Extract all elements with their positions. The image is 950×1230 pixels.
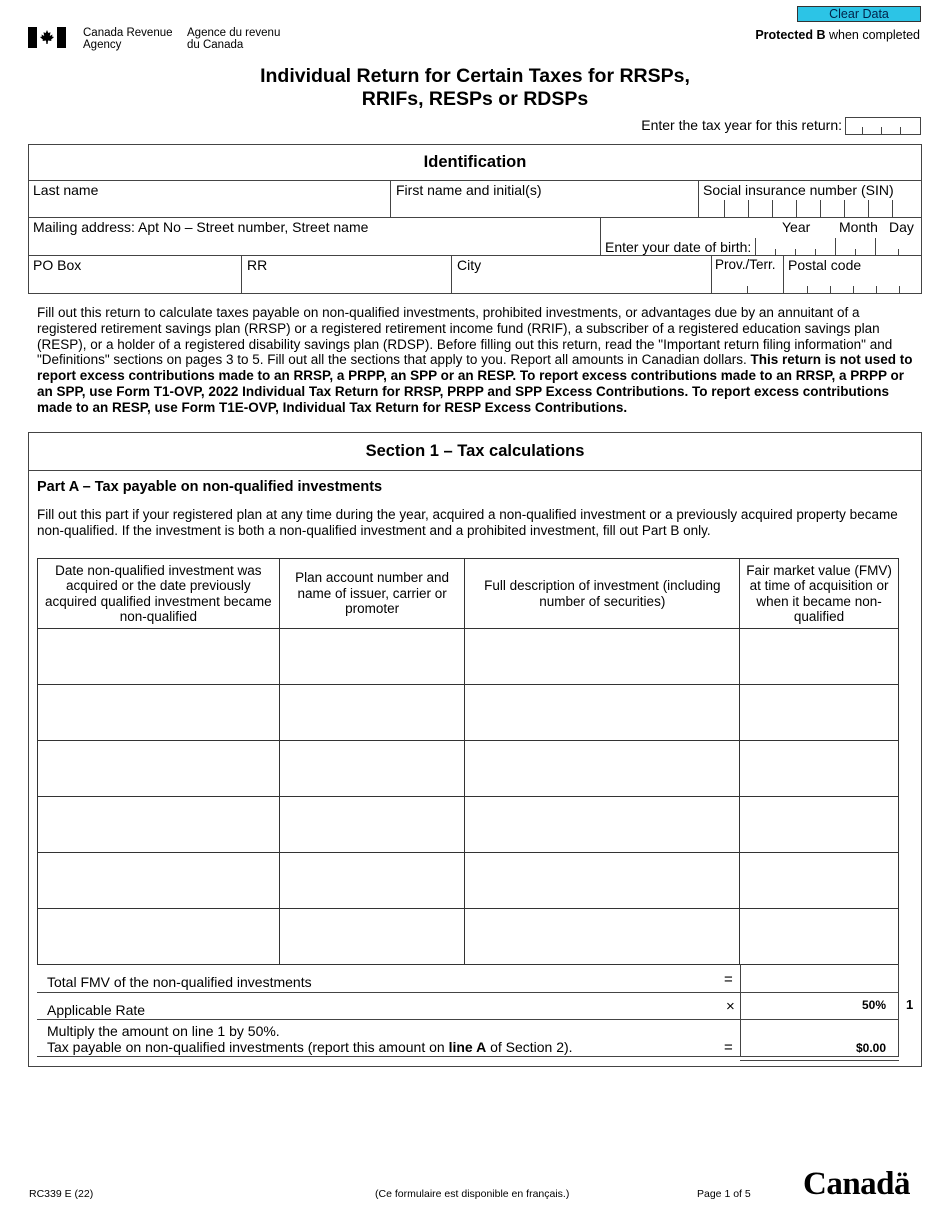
mailing-address-input[interactable]: [29, 236, 599, 254]
agency-name-fr: [187, 27, 280, 51]
table-row: [38, 909, 899, 965]
tax-year-input[interactable]: [845, 117, 921, 135]
column-header-plan-account: Plan account number and name of issuer, carrier or promoter: [279, 559, 465, 629]
postal-code-label: Postal code: [788, 257, 862, 273]
last-name-label: Last name: [33, 182, 99, 198]
line-number-1: 1: [906, 997, 914, 1012]
sin-label: Social insurance number (SIN): [703, 182, 894, 198]
province-label: Prov./Terr.: [715, 257, 776, 272]
po-box-input[interactable]: [29, 274, 240, 293]
description-input[interactable]: [465, 685, 740, 741]
city-label: City: [457, 257, 482, 273]
description-input[interactable]: [465, 853, 740, 909]
multiply-text-c: of Section 2).: [486, 1039, 573, 1055]
description-input[interactable]: [465, 741, 740, 797]
first-name-input[interactable]: [391, 198, 697, 216]
intro-paragraph: Fill out this return to calculate taxes payable on non-qualified investments, prohibited investments, or advantages due by an annuitant of a registered retirement savings plan (RRSP) or a registered retirement income fund (RRIF), a subscriber of a registered education savings plan (RESP), or a holder of a registered disability savings plan (RDSP). Before filling out this return, read the "Important return filing information" and "Definitions" sections on pages 3 to 5. Fill out all the sections that apply to you. Report all amounts in Canadian dollars.: [37, 305, 893, 368]
plan-account-input[interactable]: [279, 741, 465, 797]
postal-code-input[interactable]: [784, 274, 921, 293]
french-availability-note: (Ce formulaire est disponible en français.): [375, 1188, 570, 1200]
plan-account-input[interactable]: [279, 685, 465, 741]
mailing-address-label: Mailing address: Apt No – Street number, Street name: [33, 219, 369, 235]
fmv-input[interactable]: [740, 909, 899, 965]
agency-fr-line2: du Canada: [187, 39, 244, 51]
plan-account-input[interactable]: [279, 853, 465, 909]
fmv-input[interactable]: [740, 853, 899, 909]
po-box-label: PO Box: [33, 257, 82, 273]
applicable-rate-label: Applicable Rate: [47, 1002, 146, 1018]
description-input[interactable]: [465, 909, 740, 965]
tax-year-label: Enter the tax year for this return:: [641, 117, 842, 133]
intro-warning: This return is not used to report excess contributions made to an RRSP, a PRPP, an SPP or an RESP. To report excess contributions made to an RRSP, a PRPP or an SPP, use Form T1-OVP, 2022 Individual Tax Return for RRSP, PRPP and SPP Excess Contributions. To report excess contributions made to an RESP, use Form T1E-OVP, Individual Tax Return for RESP Excess Contributions.: [37, 352, 913, 415]
plan-account-input[interactable]: [279, 629, 465, 685]
part-a-heading: Part A – Tax payable on non-qualified investments: [37, 479, 383, 495]
multiply-text-a: Tax payable on non-qualified investments (report this amount on: [47, 1039, 449, 1055]
total-fmv-label: Total FMV of the non-qualified investments: [47, 974, 312, 990]
day-label: Day: [889, 219, 914, 235]
protected-label: Protected B: [755, 28, 826, 42]
agency-fr-line1: Agence du revenu: [187, 27, 281, 39]
rr-label: RR: [247, 257, 268, 273]
tax-payable-amount: $0.00: [855, 1041, 886, 1055]
date-input[interactable]: [38, 741, 280, 797]
fmv-input[interactable]: [740, 797, 899, 853]
canada-flag-icon: [28, 27, 66, 48]
page-number: Page 1 of 5: [697, 1188, 751, 1200]
table-row: [38, 741, 899, 797]
fmv-input[interactable]: [740, 685, 899, 741]
multiply-text-line-ref: line A: [448, 1039, 487, 1055]
column-header-date: Date non-qualified investment was acquired or the date previously acquired qualified investment became non-qualified: [38, 559, 280, 629]
city-input[interactable]: [452, 274, 710, 293]
date-input[interactable]: [38, 685, 280, 741]
date-of-birth-input[interactable]: [755, 237, 921, 255]
protected-suffix: when completed: [828, 28, 920, 42]
column-header-fmv: Fair market value (FMV) at time of acquisition or when it became non-qualified: [740, 559, 899, 629]
province-select[interactable]: [712, 274, 782, 293]
date-input[interactable]: [38, 797, 280, 853]
table-row: [38, 685, 899, 741]
section-1-heading: Section 1 – Tax calculations: [365, 442, 585, 460]
intro-text: [37, 305, 917, 416]
last-name-input[interactable]: [29, 198, 389, 216]
multiply-instruction-line1: Multiply the amount on line 1 by 50%.: [47, 1023, 280, 1039]
applicable-rate-value: 50%: [861, 998, 886, 1012]
part-a-instructions: Fill out this part if your registered plan at any time during the year, acquired a non-qualified investment or a previously acquired property became non-qualified. If the investment is both a non-qualified investment and a prohibited investment, fill out Part B only.: [37, 507, 898, 538]
description-input[interactable]: [465, 629, 740, 685]
table-row: [38, 797, 899, 853]
agency-en-line1: Canada Revenue: [83, 27, 173, 39]
identification-heading: Identification: [423, 153, 527, 171]
description-input[interactable]: [465, 797, 740, 853]
sin-input[interactable]: [700, 198, 921, 217]
agency-en-line2: Agency: [83, 39, 122, 51]
agency-name-en: [83, 27, 173, 51]
plan-account-input[interactable]: [279, 909, 465, 965]
protected-notice: [755, 28, 920, 42]
plan-account-input[interactable]: [279, 797, 465, 853]
form-code: RC339 E (22): [29, 1188, 94, 1200]
form-title-line1: Individual Return for Certain Taxes for RRSPs,: [260, 65, 690, 87]
fmv-input[interactable]: [740, 741, 899, 797]
total-equals-sign: =: [724, 971, 733, 988]
multiply-instruction-line2: [47, 1039, 573, 1055]
rate-multiply-sign: ×: [726, 998, 735, 1015]
fmv-input[interactable]: [740, 629, 899, 685]
total-fmv-input[interactable]: [741, 965, 898, 991]
rr-input[interactable]: [242, 274, 450, 293]
month-label: Month: [839, 219, 878, 235]
table-row: [38, 629, 899, 685]
first-name-label: First name and initial(s): [396, 182, 542, 198]
date-input[interactable]: [38, 909, 280, 965]
date-input[interactable]: [38, 853, 280, 909]
year-label: Year: [782, 219, 811, 235]
column-header-description: Full description of investment (including number of securities): [465, 559, 740, 629]
canada-wordmark: Canadä: [803, 1166, 911, 1202]
form-title-line2: RRIFs, RESPs or RDSPs: [361, 88, 589, 110]
date-input[interactable]: [38, 629, 280, 685]
non-qualified-investments-table: [37, 558, 899, 965]
multiply-instruction: [47, 1023, 573, 1055]
result-equals-sign: =: [724, 1039, 733, 1056]
clear-data-button[interactable]: Clear Data: [797, 6, 921, 22]
table-row: [38, 853, 899, 909]
date-of-birth-label: Enter your date of birth:: [605, 239, 752, 255]
